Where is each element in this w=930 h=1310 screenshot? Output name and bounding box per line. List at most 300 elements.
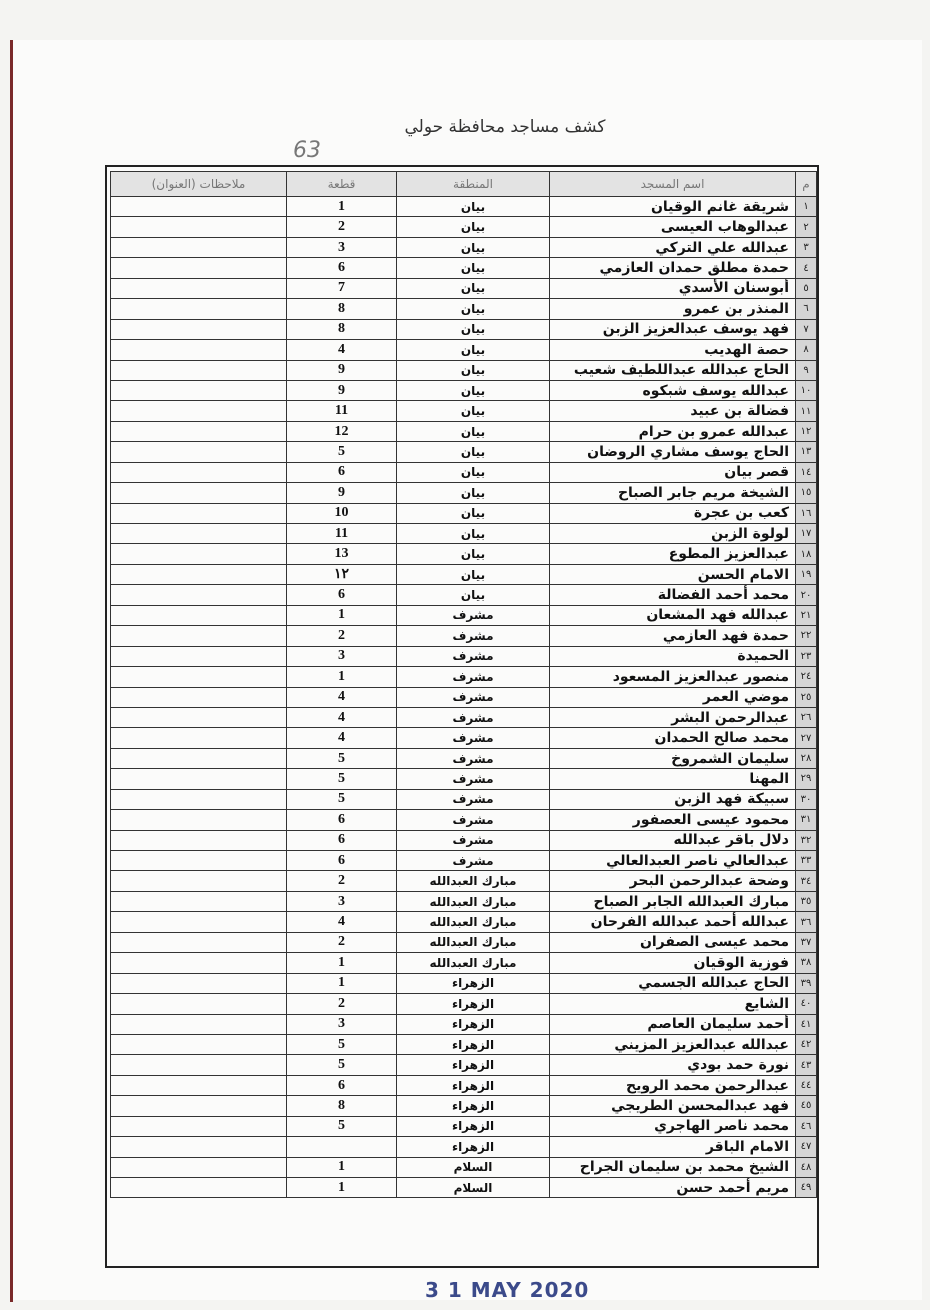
cell-mosque-name: محمد عيسى الصفران xyxy=(550,932,796,952)
cell-block: 5 xyxy=(287,1034,397,1054)
cell-block: 3 xyxy=(287,891,397,911)
table-row xyxy=(111,1014,817,1034)
cell-area: بيان xyxy=(397,340,550,360)
table-row xyxy=(111,707,817,727)
cell-mosque-name: فهد يوسف عبدالعزيز الزبن xyxy=(550,319,796,339)
cell-mosque-name: الحاج عبدالله الجسمي xyxy=(550,973,796,993)
cell-index: ٢٦ xyxy=(796,707,817,727)
cell-notes xyxy=(111,524,287,544)
cell-index: ٤٩ xyxy=(796,1178,817,1198)
cell-mosque-name: شريقة غانم الوقيان xyxy=(550,197,796,217)
cell-mosque-name: منصور عبدالعزيز المسعود xyxy=(550,667,796,687)
cell-block: 7 xyxy=(287,278,397,298)
cell-index: ٣٧ xyxy=(796,932,817,952)
cell-area: بيان xyxy=(397,258,550,278)
cell-block: 8 xyxy=(287,319,397,339)
table-row xyxy=(111,319,817,339)
cell-index: ٣١ xyxy=(796,810,817,830)
cell-notes xyxy=(111,789,287,809)
cell-notes xyxy=(111,1034,287,1054)
cell-block: 8 xyxy=(287,299,397,319)
cell-notes xyxy=(111,1157,287,1177)
cell-area: مشرف xyxy=(397,626,550,646)
cell-block: 1 xyxy=(287,953,397,973)
cell-block: 6 xyxy=(287,851,397,871)
table-row xyxy=(111,1034,817,1054)
cell-area: بيان xyxy=(397,564,550,584)
cell-area: مبارك العبدالله xyxy=(397,953,550,973)
cell-block: 9 xyxy=(287,380,397,400)
cell-notes xyxy=(111,605,287,625)
cell-mosque-name: فضالة بن عبيد xyxy=(550,401,796,421)
table-row xyxy=(111,442,817,462)
cell-block: 3 xyxy=(287,646,397,666)
cell-area: السلام xyxy=(397,1178,550,1198)
cell-notes xyxy=(111,564,287,584)
cell-notes xyxy=(111,360,287,380)
table-row xyxy=(111,667,817,687)
cell-block: 9 xyxy=(287,360,397,380)
header-notes: ملاحظات (العنوان) xyxy=(111,172,287,197)
cell-index: ٢٠ xyxy=(796,585,817,605)
cell-mosque-name: موضي العمر xyxy=(550,687,796,707)
cell-block: 1 xyxy=(287,197,397,217)
table-row xyxy=(111,605,817,625)
cell-block: 8 xyxy=(287,1096,397,1116)
cell-notes xyxy=(111,626,287,646)
cell-notes xyxy=(111,932,287,952)
mosques-table xyxy=(110,171,817,1198)
cell-mosque-name: المهنا xyxy=(550,769,796,789)
cell-mosque-name: سليمان الشمروخ xyxy=(550,748,796,768)
table-row xyxy=(111,524,817,544)
cell-index: ٢٣ xyxy=(796,646,817,666)
header-name: اسم المسجد xyxy=(550,172,796,197)
cell-area: بيان xyxy=(397,299,550,319)
cell-area: الزهراء xyxy=(397,1034,550,1054)
cell-area: بيان xyxy=(397,544,550,564)
cell-mosque-name: عبدالرحمن البشر xyxy=(550,707,796,727)
cell-area: الزهراء xyxy=(397,1014,550,1034)
cell-mosque-name: أحمد سليمان العاصم xyxy=(550,1014,796,1034)
table-row xyxy=(111,810,817,830)
table-row xyxy=(111,421,817,441)
cell-notes xyxy=(111,1096,287,1116)
header-area: المنطقة xyxy=(397,172,550,197)
cell-mosque-name: سبيكة فهد الزبن xyxy=(550,789,796,809)
cell-mosque-name: عبدالعزيز المطوع xyxy=(550,544,796,564)
cell-area: الزهراء xyxy=(397,973,550,993)
cell-block: 3 xyxy=(287,1014,397,1034)
cell-index: ٣٢ xyxy=(796,830,817,850)
cell-area: مشرف xyxy=(397,830,550,850)
cell-notes xyxy=(111,237,287,257)
cell-notes xyxy=(111,810,287,830)
cell-area: بيان xyxy=(397,585,550,605)
cell-area: مشرف xyxy=(397,667,550,687)
table-row xyxy=(111,278,817,298)
cell-mosque-name: قصر بيان xyxy=(550,462,796,482)
cell-index: ٤٥ xyxy=(796,1096,817,1116)
cell-block: 4 xyxy=(287,912,397,932)
table-row xyxy=(111,769,817,789)
cell-index: ١٥ xyxy=(796,483,817,503)
cell-area: بيان xyxy=(397,421,550,441)
cell-notes xyxy=(111,278,287,298)
cell-notes xyxy=(111,728,287,748)
cell-block: 1 xyxy=(287,667,397,687)
cell-index: ٤٣ xyxy=(796,1055,817,1075)
table-row xyxy=(111,1137,817,1157)
cell-area: مشرف xyxy=(397,687,550,707)
cell-notes xyxy=(111,1116,287,1136)
cell-index: ٣٠ xyxy=(796,789,817,809)
page-edge xyxy=(10,40,13,1302)
cell-notes xyxy=(111,462,287,482)
cell-notes xyxy=(111,912,287,932)
cell-index: ١ xyxy=(796,197,817,217)
cell-area: مشرف xyxy=(397,851,550,871)
cell-mosque-name: عبدالله علي التركي xyxy=(550,237,796,257)
cell-block: 4 xyxy=(287,728,397,748)
cell-mosque-name: محمد صالح الحمدان xyxy=(550,728,796,748)
table-row xyxy=(111,564,817,584)
cell-notes xyxy=(111,319,287,339)
cell-notes xyxy=(111,1075,287,1095)
cell-area: مبارك العبدالله xyxy=(397,871,550,891)
cell-notes xyxy=(111,1014,287,1034)
cell-notes xyxy=(111,667,287,687)
cell-area: مشرف xyxy=(397,646,550,666)
cell-mosque-name: الشيخ محمد بن سليمان الجراح xyxy=(550,1157,796,1177)
cell-notes xyxy=(111,687,287,707)
cell-block: 1 xyxy=(287,605,397,625)
cell-index: ٤١ xyxy=(796,1014,817,1034)
cell-index: ٣٩ xyxy=(796,973,817,993)
table-row xyxy=(111,1157,817,1177)
cell-notes xyxy=(111,380,287,400)
cell-area: الزهراء xyxy=(397,1055,550,1075)
cell-block: 6 xyxy=(287,810,397,830)
cell-index: ٨ xyxy=(796,340,817,360)
cell-mosque-name: حمدة مطلق حمدان العازمي xyxy=(550,258,796,278)
cell-block: 11 xyxy=(287,524,397,544)
table-row xyxy=(111,830,817,850)
cell-area: الزهراء xyxy=(397,1096,550,1116)
cell-index: ٧ xyxy=(796,319,817,339)
cell-area: بيان xyxy=(397,524,550,544)
cell-notes xyxy=(111,1178,287,1198)
cell-mosque-name: عبدالرحمن محمد الرويح xyxy=(550,1075,796,1095)
cell-mosque-name: عبدالعالي ناصر العبدالعالي xyxy=(550,851,796,871)
cell-mosque-name: المنذر بن عمرو xyxy=(550,299,796,319)
cell-block: 6 xyxy=(287,830,397,850)
cell-index: ٩ xyxy=(796,360,817,380)
cell-area: بيان xyxy=(397,237,550,257)
cell-index: ٤ xyxy=(796,258,817,278)
cell-mosque-name: كعب بن عجرة xyxy=(550,503,796,523)
cell-block: 13 xyxy=(287,544,397,564)
cell-area: بيان xyxy=(397,503,550,523)
cell-mosque-name: عبدالله عبدالعزيز المزيني xyxy=(550,1034,796,1054)
cell-index: ١٧ xyxy=(796,524,817,544)
cell-block: 9 xyxy=(287,483,397,503)
cell-index: ١٨ xyxy=(796,544,817,564)
cell-mosque-name: عبدالله أحمد عبدالله الفرحان xyxy=(550,912,796,932)
table-row xyxy=(111,483,817,503)
cell-index: ١٠ xyxy=(796,380,817,400)
table-row xyxy=(111,544,817,564)
cell-notes xyxy=(111,1055,287,1075)
cell-block xyxy=(287,1137,397,1157)
cell-block: 5 xyxy=(287,1055,397,1075)
cell-index: ٣٥ xyxy=(796,891,817,911)
cell-area: الزهراء xyxy=(397,1137,550,1157)
cell-area: مشرف xyxy=(397,605,550,625)
table-row xyxy=(111,237,817,257)
cell-index: ٢ xyxy=(796,217,817,237)
cell-block: 5 xyxy=(287,748,397,768)
cell-index: ٢٢ xyxy=(796,626,817,646)
cell-mosque-name: عبدالله عمرو بن حرام xyxy=(550,421,796,441)
cell-mosque-name: محمد ناصر الهاجري xyxy=(550,1116,796,1136)
cell-notes xyxy=(111,707,287,727)
table-row xyxy=(111,912,817,932)
table-row xyxy=(111,932,817,952)
table-row xyxy=(111,340,817,360)
cell-mosque-name: محمد أحمد الفضالة xyxy=(550,585,796,605)
table-row xyxy=(111,789,817,809)
cell-index: ٢٤ xyxy=(796,667,817,687)
cell-index: ٤٤ xyxy=(796,1075,817,1095)
cell-mosque-name: مريم أحمد حسن xyxy=(550,1178,796,1198)
cell-index: ٢٥ xyxy=(796,687,817,707)
table-row xyxy=(111,646,817,666)
cell-mosque-name: لولوة الزبن xyxy=(550,524,796,544)
cell-index: ٢٩ xyxy=(796,769,817,789)
cell-notes xyxy=(111,217,287,237)
cell-area: بيان xyxy=(397,360,550,380)
cell-block: 10 xyxy=(287,503,397,523)
cell-index: ٣٣ xyxy=(796,851,817,871)
document-title: كشف مساجد محافظة حولي xyxy=(404,117,606,137)
cell-notes xyxy=(111,401,287,421)
cell-area: مشرف xyxy=(397,748,550,768)
cell-mosque-name: وضحة عبدالرحمن البحر xyxy=(550,871,796,891)
table-row xyxy=(111,994,817,1014)
cell-notes xyxy=(111,871,287,891)
cell-mosque-name: الامام الباقر xyxy=(550,1137,796,1157)
cell-notes xyxy=(111,197,287,217)
cell-block: 2 xyxy=(287,871,397,891)
cell-block: 12 xyxy=(287,421,397,441)
cell-notes xyxy=(111,973,287,993)
table-row xyxy=(111,462,817,482)
cell-mosque-name: الشيخة مريم جابر الصباح xyxy=(550,483,796,503)
cell-area: مبارك العبدالله xyxy=(397,932,550,952)
table-row xyxy=(111,1075,817,1095)
table-row xyxy=(111,299,817,319)
cell-notes xyxy=(111,646,287,666)
cell-block: 11 xyxy=(287,401,397,421)
cell-block: 5 xyxy=(287,1116,397,1136)
table-row xyxy=(111,851,817,871)
cell-notes xyxy=(111,483,287,503)
cell-area: مبارك العبدالله xyxy=(397,912,550,932)
cell-mosque-name: عبدالوهاب العيسى xyxy=(550,217,796,237)
cell-block: 2 xyxy=(287,626,397,646)
cell-block: 4 xyxy=(287,340,397,360)
cell-area: بيان xyxy=(397,197,550,217)
header-block: قطعة xyxy=(287,172,397,197)
cell-mosque-name: محمود عيسى العصفور xyxy=(550,810,796,830)
cell-area: مبارك العبدالله xyxy=(397,891,550,911)
cell-notes xyxy=(111,299,287,319)
cell-area: مشرف xyxy=(397,789,550,809)
table-row xyxy=(111,585,817,605)
cell-mosque-name: الامام الحسن xyxy=(550,564,796,584)
cell-block: 1 xyxy=(287,973,397,993)
table-body xyxy=(111,197,817,1198)
cell-notes xyxy=(111,340,287,360)
table-row xyxy=(111,258,817,278)
cell-index: ٢٨ xyxy=(796,748,817,768)
cell-mosque-name: عبدالله يوسف شبكوه xyxy=(550,380,796,400)
cell-mosque-name: عبدالله فهد المشعان xyxy=(550,605,796,625)
table-row xyxy=(111,1055,817,1075)
table-row xyxy=(111,360,817,380)
cell-notes xyxy=(111,421,287,441)
cell-mosque-name: الحميدة xyxy=(550,646,796,666)
cell-index: ١٤ xyxy=(796,462,817,482)
cell-index: ٤٨ xyxy=(796,1157,817,1177)
cell-block: 6 xyxy=(287,1075,397,1095)
cell-index: ٣٤ xyxy=(796,871,817,891)
cell-index: ٤٦ xyxy=(796,1116,817,1136)
cell-mosque-name: أبوسنان الأسدي xyxy=(550,278,796,298)
cell-notes xyxy=(111,442,287,462)
cell-mosque-name: الحاج عبدالله عبداللطيف شعيب xyxy=(550,360,796,380)
table-row xyxy=(111,891,817,911)
cell-area: بيان xyxy=(397,319,550,339)
cell-area: بيان xyxy=(397,401,550,421)
cell-index: ١٣ xyxy=(796,442,817,462)
cell-mosque-name: فوزية الوقيان xyxy=(550,953,796,973)
cell-block: 5 xyxy=(287,769,397,789)
cell-notes xyxy=(111,830,287,850)
cell-area: الزهراء xyxy=(397,994,550,1014)
cell-notes xyxy=(111,994,287,1014)
cell-area: بيان xyxy=(397,442,550,462)
cell-area: بيان xyxy=(397,462,550,482)
cell-index: ١٩ xyxy=(796,564,817,584)
cell-block: ١٢ xyxy=(287,564,397,584)
cell-mosque-name: نورة حمد بودي xyxy=(550,1055,796,1075)
cell-notes xyxy=(111,851,287,871)
table-row xyxy=(111,380,817,400)
cell-index: ٤٧ xyxy=(796,1137,817,1157)
cell-block: 2 xyxy=(287,994,397,1014)
cell-block: 1 xyxy=(287,1157,397,1177)
table-row xyxy=(111,401,817,421)
cell-index: ٦ xyxy=(796,299,817,319)
cell-area: بيان xyxy=(397,483,550,503)
handwritten-page-number: 63 xyxy=(293,138,321,163)
date-stamp: 3 1 MAY 2020 xyxy=(425,1278,590,1302)
cell-block: 6 xyxy=(287,585,397,605)
table-row xyxy=(111,973,817,993)
header-index: م xyxy=(796,172,817,197)
cell-area: مشرف xyxy=(397,707,550,727)
table-row xyxy=(111,626,817,646)
cell-index: ٣٨ xyxy=(796,953,817,973)
cell-block: 5 xyxy=(287,442,397,462)
cell-index: ١١ xyxy=(796,401,817,421)
cell-block: 1 xyxy=(287,1178,397,1198)
cell-notes xyxy=(111,891,287,911)
table-row xyxy=(111,871,817,891)
cell-index: ١٦ xyxy=(796,503,817,523)
cell-mosque-name: مبارك العبدالله الجابر الصباح xyxy=(550,891,796,911)
cell-area: بيان xyxy=(397,217,550,237)
cell-index: ٤٠ xyxy=(796,994,817,1014)
cell-block: 5 xyxy=(287,789,397,809)
cell-notes xyxy=(111,953,287,973)
cell-area: بيان xyxy=(397,380,550,400)
cell-area: مشرف xyxy=(397,769,550,789)
cell-notes xyxy=(111,585,287,605)
cell-notes xyxy=(111,1137,287,1157)
cell-mosque-name: حصة الهديب xyxy=(550,340,796,360)
cell-block: 2 xyxy=(287,932,397,952)
cell-block: 4 xyxy=(287,687,397,707)
cell-block: 2 xyxy=(287,217,397,237)
table-row xyxy=(111,1096,817,1116)
cell-index: ٢١ xyxy=(796,605,817,625)
cell-area: مشرف xyxy=(397,728,550,748)
cell-area: الزهراء xyxy=(397,1075,550,1095)
cell-index: ٤٢ xyxy=(796,1034,817,1054)
cell-index: ١٢ xyxy=(796,421,817,441)
cell-area: الزهراء xyxy=(397,1116,550,1136)
cell-block: 6 xyxy=(287,258,397,278)
cell-notes xyxy=(111,544,287,564)
table-row xyxy=(111,953,817,973)
cell-notes xyxy=(111,748,287,768)
cell-mosque-name: حمدة فهد العازمي xyxy=(550,626,796,646)
cell-area: السلام xyxy=(397,1157,550,1177)
cell-area: بيان xyxy=(397,278,550,298)
cell-notes xyxy=(111,769,287,789)
table-row xyxy=(111,197,817,217)
cell-index: ٢٧ xyxy=(796,728,817,748)
table-row xyxy=(111,728,817,748)
table-row xyxy=(111,748,817,768)
cell-index: ٣٦ xyxy=(796,912,817,932)
cell-mosque-name: دلال باقر عبدالله xyxy=(550,830,796,850)
cell-block: 4 xyxy=(287,707,397,727)
table-row xyxy=(111,1116,817,1136)
table-row xyxy=(111,503,817,523)
table-row xyxy=(111,1178,817,1198)
cell-index: ٥ xyxy=(796,278,817,298)
cell-block: 3 xyxy=(287,237,397,257)
cell-index: ٣ xyxy=(796,237,817,257)
cell-mosque-name: الشايع xyxy=(550,994,796,1014)
cell-notes xyxy=(111,503,287,523)
table-row xyxy=(111,687,817,707)
cell-area: مشرف xyxy=(397,810,550,830)
